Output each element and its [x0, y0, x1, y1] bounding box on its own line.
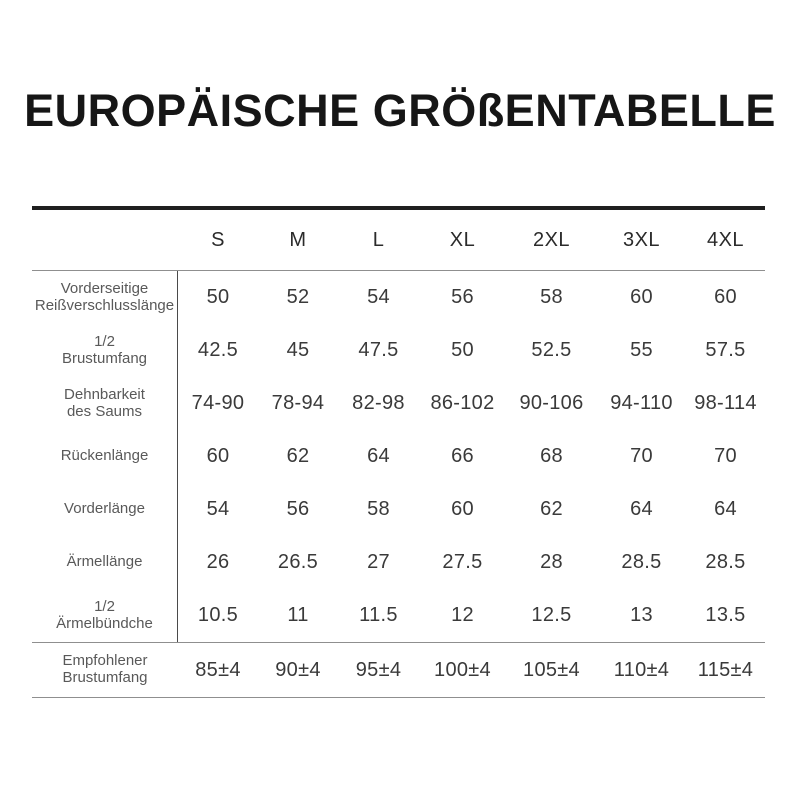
size-value: 74-90 [191, 392, 245, 414]
size-value: 13 [630, 604, 653, 626]
size-value: 11 [287, 604, 309, 626]
table-row [32, 536, 765, 589]
size-value: 56 [451, 286, 474, 308]
page-title: EUROPÄISCHE GRÖßENTABELLE [24, 85, 776, 136]
size-value: 50 [206, 286, 230, 308]
size-value: 58 [367, 498, 390, 520]
row-label-line: Reißverschlusslänge [34, 296, 175, 314]
size-column-header: 2XL [532, 228, 571, 251]
table-row [32, 271, 765, 324]
row-label [32, 536, 178, 589]
size-value: 54 [367, 286, 390, 308]
size-value: 60 [630, 286, 653, 308]
size-column-header: S [211, 228, 225, 251]
size-value: 64 [367, 445, 390, 467]
size-value: 56 [286, 498, 310, 520]
size-value: 55 [630, 339, 653, 361]
size-value: 45 [286, 339, 310, 361]
size-value: 60 [714, 286, 737, 308]
size-value: 52.5 [531, 339, 572, 361]
row-label [32, 483, 178, 536]
size-value: 70 [714, 445, 737, 467]
size-column-header: L [372, 228, 385, 251]
table-row [32, 324, 765, 377]
table-body [32, 271, 765, 643]
size-value: 90±4 [275, 658, 321, 681]
size-value: 12.5 [531, 604, 572, 626]
row-label-line: 1/2 [94, 332, 115, 350]
size-value: 70 [630, 445, 653, 467]
row-label-line: Dehnbarkeit [64, 385, 145, 403]
size-value: 64 [714, 498, 737, 520]
row-label-line: Brustumfang [62, 669, 148, 686]
size-value: 10.5 [197, 604, 239, 626]
row-label-line: 1/2 [94, 597, 115, 615]
size-value: 66 [451, 445, 474, 467]
size-value: 52 [286, 286, 310, 308]
header-spacer-cell [32, 210, 178, 270]
size-value: 12 [451, 604, 474, 626]
row-label [32, 271, 178, 324]
size-value: 60 [206, 445, 230, 467]
size-value: 62 [540, 498, 563, 520]
size-value: 58 [540, 286, 563, 308]
size-value: 64 [630, 498, 653, 520]
row-label-line: Vorderlänge [64, 500, 145, 518]
size-value: 98-114 [694, 392, 757, 414]
table-row [32, 430, 765, 483]
size-chart-page [0, 84, 800, 800]
row-label-line: Ärmelbündche [56, 614, 153, 632]
row-label-line: Brustumfang [61, 349, 148, 367]
table-footer-row [32, 643, 765, 698]
size-value: 27.5 [442, 551, 483, 573]
size-value: 105±4 [523, 658, 580, 681]
row-label-line: Rückenlänge [60, 447, 149, 465]
size-value: 28.5 [705, 551, 746, 573]
size-column-header: 3XL [622, 228, 661, 251]
row-label [32, 430, 178, 483]
row-label-line: des Saums [66, 402, 143, 420]
size-column-header: 4XL [706, 228, 745, 251]
size-table [32, 206, 765, 698]
row-label [32, 589, 178, 642]
table-row [32, 589, 765, 642]
row-label [32, 324, 178, 377]
size-value: 82-98 [352, 392, 405, 414]
size-value: 85±4 [195, 658, 241, 681]
size-value: 26.5 [277, 551, 319, 573]
row-label [32, 643, 178, 697]
size-column-header: XL [449, 228, 476, 251]
size-value: 28 [540, 551, 563, 573]
row-label-line: Vorderseitige [60, 279, 149, 297]
row-label-line: Ärmellänge [66, 553, 143, 571]
size-value: 28.5 [621, 551, 662, 573]
size-value: 57.5 [705, 339, 746, 361]
size-value: 60 [451, 498, 474, 520]
size-value: 68 [540, 445, 563, 467]
table-row [32, 377, 765, 430]
size-value: 95±4 [355, 658, 402, 681]
row-label-line: Empfohlener [62, 652, 148, 670]
size-value: 13.5 [705, 604, 746, 626]
size-value: 86-102 [430, 392, 495, 414]
size-value: 94-110 [610, 392, 673, 414]
size-value: 100±4 [434, 658, 491, 681]
row-label [32, 377, 178, 430]
size-value: 115±4 [697, 658, 754, 681]
size-value: 26 [206, 551, 230, 573]
size-value: 27 [367, 551, 390, 573]
size-value: 11.5 [359, 604, 398, 626]
table-header-row [32, 210, 765, 271]
size-value: 54 [206, 498, 230, 520]
size-column-header: M [289, 228, 307, 251]
size-value: 90-106 [519, 392, 584, 414]
size-value: 47.5 [358, 339, 399, 361]
table-row [32, 483, 765, 536]
size-value: 78-94 [271, 392, 325, 414]
size-value: 50 [451, 339, 474, 361]
size-value: 62 [286, 445, 310, 467]
size-value: 42.5 [197, 339, 239, 361]
size-value: 110±4 [613, 658, 670, 681]
